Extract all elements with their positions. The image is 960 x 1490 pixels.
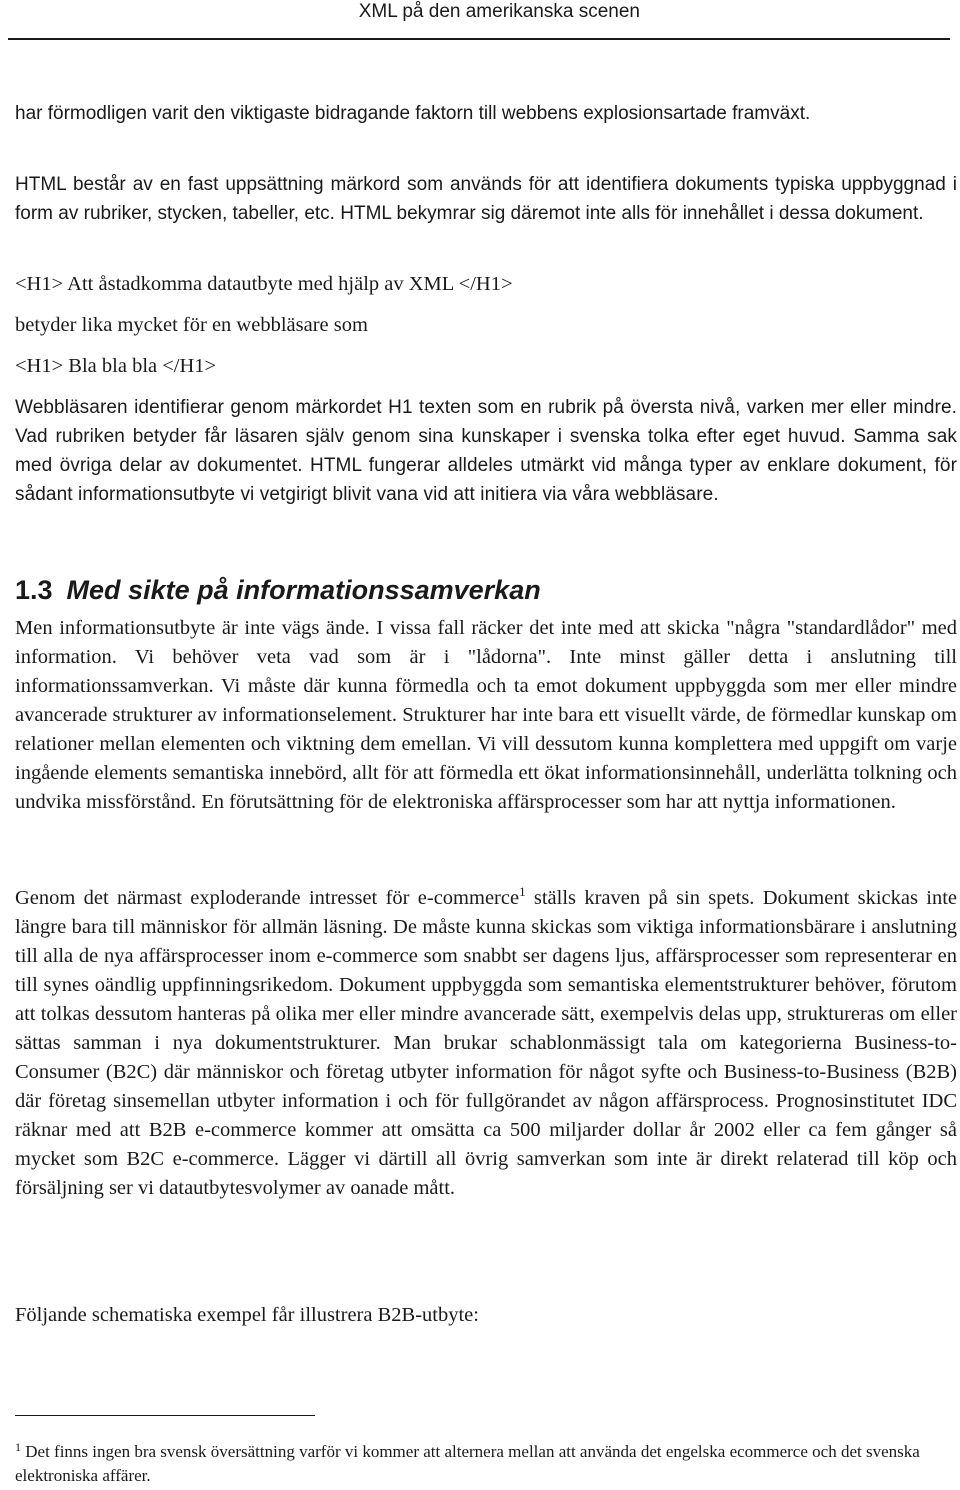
- footnote-text: Det finns ingen bra svensk översättning varför vi kommer att alternera mellan att använda det engelska ecommerce och det svenska elektroniska affärer.: [15, 1442, 920, 1485]
- code-example-2: <H1> Bla bla bla </H1>: [15, 355, 217, 377]
- footnote-reference[interactable]: 1: [519, 884, 526, 899]
- paragraph-browser: Webbläsaren identifierar genom märkordet H1 texten som en rubrik på översta nivå, varken mer eller mindre. Vad rubriken betyder får läsaren själv genom sina kunskaper i svenska tolka efter eget huvud. Samma sak med övriga delar av dokumentet. HTML fungerar alldeles utmärkt vid många typer av enklare dokument, för sådant informationsutbyte vi vetgirigt blivit vana vid att initiera via våra webbläsare.: [15, 397, 957, 505]
- paragraph-between: betyder lika mycket för en webbläsare som: [15, 314, 368, 336]
- header-title: XML på den amerikanska scenen: [358, 1, 640, 22]
- paragraph-intro-2: HTML består av en fast uppsättning märkord som används för att identifiera dokuments typiska uppbyggnad i form av rubriker, stycken, tabeller, etc. HTML bekymrar sig däremot inte alls för innehållet i dessa dokument.: [15, 174, 957, 224]
- paragraph-section-2: [15, 884, 957, 1203]
- paragraph-section-2-rest: ställs kraven på sin spets. Dokument skickas inte längre bara till människor för allmän läsning. De måste kunna skickas som viktiga informationsbärare i anslutning till alla de nya affärsprocesser inom e-commerce som snabbt ser dagens ljus, affärsprocesser som representerar en till synes oändlig uppfinningsrikedom. Dokument uppbyggda som semantiska elementstrukturer behöver, förutom att tolkas dessutom hanteras på olika mer eller mindre avancerade sätt, exempelvis delas upp, struktureras om eller sättas samman i nya dokumentstrukturer. Man brukar schablonmässigt tala om kategorierna Business-to-Consumer (B2C) där människor och företag utbyter information för något syfte och Business-to-Business (B2B) där företag sinsemellan utbyter information i och för fullgörandet av någon affärsprocess. Prognosinstitutet IDC räknar med att B2B e-commerce kommer att omsätta ca 500 miljarder dollar år 2002 eller ca fem gånger så mycket som B2C e-commerce. Lägger vi därtill all övrig samverkan som inte är direkt relaterad till köp och försäljning ser vi datautbytesvolymer av oanade mått.: [15, 887, 957, 1199]
- code-example-1: <H1> Att åstadkomma datautbyte med hjälp av XML </H1>: [15, 273, 513, 295]
- paragraph-section-1: Men informationsutbyte är inte vägs ände. I vissa fall räcker det inte med att skicka "några "standardlådor" med information. Vi behöver veta vad som är i "lådorna". Inte minst gäller detta i anslutning till informationssamverkan. Vi måste där kunna förmedla och ta emot dokument uppbyggda som mer eller mindre avancerade strukturer av informationselement. Strukturer har inte bara ett visuellt värde, de förmedlar kunskap om relationer mellan elementen och viktning dem emellan. Vi vill dessutom kunna komplettera med uppgift om varje ingående elements semantiska innebörd, allt för att förmedla ett ökat informationsinnehåll, underlätta tolkning och undvika missförstånd. En förutsättning för de elektroniska affärsprocesser som har att nyttja informationen.: [15, 617, 957, 813]
- section-heading: [15, 574, 957, 606]
- paragraph-intro-1: har förmodligen varit den viktigaste bidragande faktorn till webbens explosionsartade framväxt.: [15, 103, 811, 124]
- running-header: [0, 0, 960, 26]
- footnote-rule: [15, 1415, 315, 1416]
- footnote-number: 1: [15, 1440, 21, 1454]
- section-title: Med sikte på informationssamverkan: [66, 575, 541, 605]
- header-rule: [8, 38, 950, 40]
- paragraph-section-3: Följande schematiska exempel får illustrera B2B-utbyte:: [15, 1304, 479, 1326]
- paragraph-section-2-start: Genom det närmast exploderande intresset för e-commerce: [15, 887, 520, 909]
- footnote: [15, 1440, 945, 1488]
- section-number: 1.3: [15, 575, 53, 605]
